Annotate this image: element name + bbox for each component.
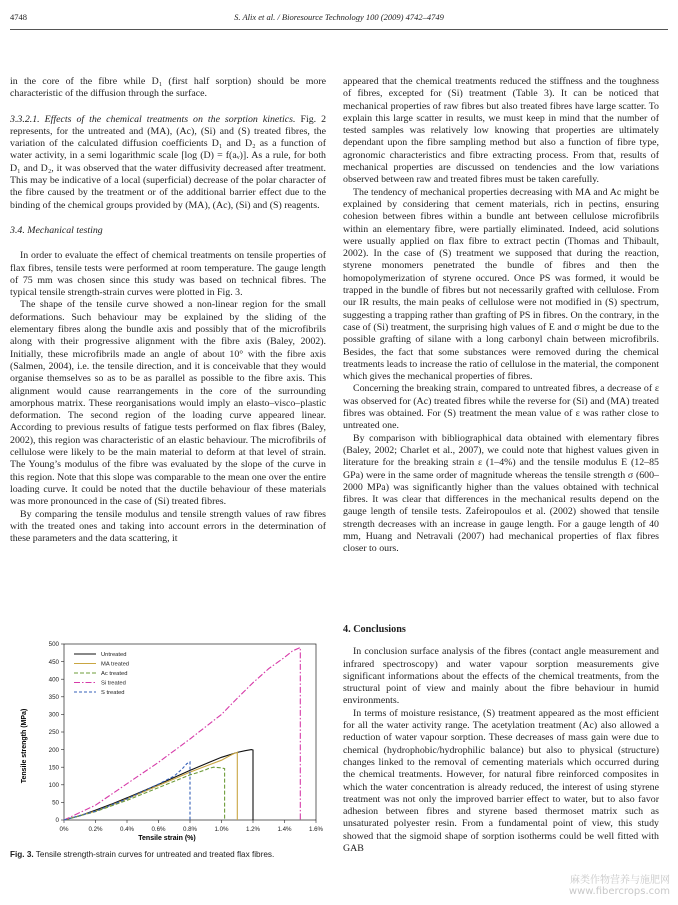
- legend-label: Ac treated: [101, 671, 128, 678]
- watermark-line-2: www.fibercrops.com: [568, 886, 670, 897]
- x-tick-label: 1.4%: [277, 826, 292, 833]
- series-line-ma-treated: [64, 752, 237, 820]
- watermark: [569, 875, 670, 897]
- running-header: [10, 12, 668, 26]
- legend-label: MA treated: [101, 661, 130, 668]
- x-tick-label: 1.6%: [308, 826, 324, 833]
- figure-3: [10, 628, 326, 854]
- x-tick-label: 0%: [59, 826, 69, 833]
- conclusions-paragraph-2: In terms of moisture resistance, (S) treatment appeared as the most efficient for all the water activity range. The acetylation treatment (Ac) also allowed a reduction of water vapour sorption. These decreases of mass gain were due to chemical (hydrophobic/hydrophilic balance) but also to physical (structure) changes linked to the removal of cementing materials which occurred during the chemical treatments. However, for natural fibre reinforced composites in which the water concentration is already reduced, the interest of using styrene treatment was not only the improved barrier effect to water, but to also favor adhesion between fibres and styrene based thermoset matrix such as unsaturated polyester resin. From a fundamental point of view, this study showed that the sigmoid shape of sorption isotherms could be well fitted with GAB: [343, 707, 659, 855]
- x-tick-label: 0.8%: [182, 826, 198, 833]
- y-tick-label: 300: [48, 711, 59, 719]
- legend-label: Untreated: [101, 652, 127, 659]
- paragraph-mechanical-1: In order to evaluate the effect of chemical treatments on tensile properties of flax fibres, tensile tests were performed at room temperature. The gauge length of 75 mm was chosen since this study was based on technical fibres. The typical tensile strength-strain curves were plotted in Fig. 3.: [10, 250, 326, 299]
- y-tick-label: 350: [48, 694, 59, 701]
- paragraph-right-3: Concerning the breaking strain, compared to untreated fibres, a decrease of ε was observed for (Ac) treated fibres while the reverse for (Si) and (MA) treated fibres was obtained. For (S) treatment the mean value of ε was rather close to untreated one.: [343, 383, 659, 432]
- section-heading-text: 3.4. Mechanical testing: [10, 224, 103, 236]
- paragraph-right-4: By comparison with bibliographical data obtained with elementary fibres (Baley, 2002; Charlet et al., 2007), we could note that highest values given in literature for the breaking strain ε (1–4%) and the tensile modulus E (12–85 GPa) were in the same order of magnitude whereas the tensile strength σ (600–2000 MPa) was significantly higher than the values obtained with technical fibres. It was clear that differences in the mechanical results depend on the gauge length of tensile tests. Zafeiropoulos et al. (2002) showed that tensile strength decreases with an increase in gauge length. For a gauge length of 40 mm, Huang and Netravali (2007) had mechanical properties of flax fibres closer to ours.: [343, 432, 659, 555]
- x-axis-label: Tensile strain (%): [138, 835, 196, 842]
- y-tick-label: 400: [48, 676, 59, 684]
- figure-caption: [10, 850, 326, 859]
- left-column: [10, 76, 326, 545]
- paragraph-diffusion-intro: in the core of the fibre while D₁ (first half sorption) should be more characteristic of the diffusion through the surface.: [10, 76, 326, 100]
- subsection-heading: 3.3.2.1. Effects of the chemical treatments on the sorption kinetics.: [10, 113, 296, 125]
- paragraph-right-1: appeared that the chemical treatments reduced the stiffness and the toughness of fibres, excepted for (Si) treatment (Table 3). It can be noticed that mechanical properties of raw fibres but also treated fibres have large scatter. To explain this large scatter in results, we must keep in mind that the number of tested samples was relatively low knowing that properties are ultimately dependant upon the fibre sampling method but also a function of fibre type, agronomic characteristics and fibre extracting process. From that, results of mechanical properties are discussed on tendencies and the low variations observed between raw and treated fibres must be taken carefully.: [343, 76, 659, 186]
- x-tick-label: 0.2%: [88, 826, 103, 833]
- section-heading-mechanical: [10, 225, 326, 237]
- y-tick-label: 0: [55, 817, 59, 825]
- legend-label: S treated: [101, 690, 125, 697]
- x-tick-label: 1.0%: [214, 826, 229, 833]
- y-tick-label: 450: [48, 658, 59, 666]
- header-rule: [10, 29, 668, 30]
- x-tick-label: 1.2%: [245, 826, 261, 833]
- conclusions-paragraph-1: In conclusion surface analysis of the fibres (contact angle measurement and infrared spectroscopy) and water vapour sorption measurements give significant informations about the effects of the chemical treatments, from the structural point of view and mainly about the fibre behaviour in humid environments.: [343, 646, 659, 707]
- page-number: 4748: [10, 12, 27, 22]
- tensile-chart: [10, 628, 326, 848]
- conclusions-heading: 4. Conclusions: [343, 624, 406, 635]
- y-tick-label: 500: [48, 641, 59, 649]
- y-tick-label: 250: [48, 729, 59, 737]
- y-tick-label: 100: [48, 782, 59, 789]
- paragraph-mechanical-3: By comparing the tensile modulus and tensile strength values of raw fibres with the treated ones and taking into account errors in the determination of these parameters and the data scattering, it: [10, 508, 326, 545]
- paragraph-mechanical-2: The shape of the tensile curve showed a non-linear region for the small deformations. Such behaviour may be explained by the sliding of the elementary fibres along the bundle axis and possibly that of the microfibrils along with their progressive alignment with the fibre axis (Baley, 2002). Initially, these microfibrils made an angle of about 10° with the fibre axis (Salmen, 2004), i.e. the tensile direction, and it is conceivable that they would organise themselves so as to be as parallel as possible to the fibre axis. This alignment would cause rearrangements in the core of the surrounding amorphous matrix. These reorganisations would imply an elasto–visco–plastic deformation. The second region of the loading curve appeared linear. According to previous results of fatigue tests performed on flax fibres (Baley, 2002), this region was characteristic of an elastic behaviour. The microfibrils of cellulose were likely to be the main material to deform at that level of strain. The Young’s modulus of the fibre was evaluated by the slope of the curve in this region. Note that this slope was comparable to the mean one over the entire loading curve. It could be noted that the ductile behaviour of these materials was more pronounced in the case of (Si) treated fibres.: [10, 299, 326, 508]
- watermark-line-1: 麻类作物营养与施肥网: [570, 875, 670, 886]
- x-tick-label: 0.6%: [151, 826, 166, 833]
- running-head: S. Alix et al. / Bioresource Technology 100 (2009) 4742–4749: [234, 12, 444, 22]
- x-tick-label: 0.4%: [119, 826, 135, 833]
- series-line-si-treated: [64, 648, 300, 821]
- conclusions-section: [343, 624, 659, 855]
- series-line-ac-treated: [64, 767, 225, 820]
- legend-label: Si treated: [101, 680, 126, 687]
- paragraph-sorption-kinetics: [10, 114, 326, 212]
- paragraph-right-2: The tendency of mechanical properties decreasing with MA and Ac might be explained by considering that cement materials, rich in pectins, ensuring cohesion between fibres within a bundle ant between cellulose microfibrils within an elementary fibre, were partially eliminated. Indeed, acid solutions were usually applied on flax fibre to extract pectin (Thomas and Thibault, 2002). In the case of (S) treatment we supposed that during the reaction, styrene monomers penetrated the bundle of fibres and then the homopolymerization of styrene occured. Once PS was formed, it would be trapped in the bundle of fibres but not necessarily grafted with cellulose. From our IR results, the main peaks of cellulose were not modified in (S) spectrum, suggesting a trapping rather than grafting of PS in fibres. On the contrary, in the case of (Si) treatment, the surprising high values of E and σ might be due to the possible grafting of silane with a long carbonyl chain between microfibrils. Besides, the fact that some substances were removed during the chemical treatments leads to increase the ratio of cellulose in the material, the component which gives the mechanical properties of fibres.: [343, 186, 659, 383]
- y-axis-label: Tensile strength (MPa): [21, 708, 28, 784]
- paragraph-sorption-text: Fig. 2 represents, for the untreated and (MA), (Ac), (Si) and (S) treated fibres, the variation of the calculated diffusion coefficients D₁ and D₂ as a function of water activity, in a semi logarithmic scale [log (D) = f(aᵥ)]. As a rule, for both D₁ and D₂, it was observed that the water diffusivity decreased after treatment. This may be indicative of a local (superficial) decrease of the polar character of the fibre caused by the treatment or of the additional barrier effect due to the binding of the chemical groups provided by (MA), (Ac), (Si) and (S) reagents.: [10, 113, 327, 211]
- y-tick-label: 150: [48, 764, 59, 772]
- y-tick-label: 50: [52, 799, 59, 807]
- right-column: [343, 76, 659, 556]
- y-tick-label: 200: [48, 746, 59, 754]
- figure-caption-text: Tensile strength-strain curves for untreated and treated flax fibres.: [35, 850, 275, 859]
- figure-caption-label: Fig. 3.: [10, 850, 34, 859]
